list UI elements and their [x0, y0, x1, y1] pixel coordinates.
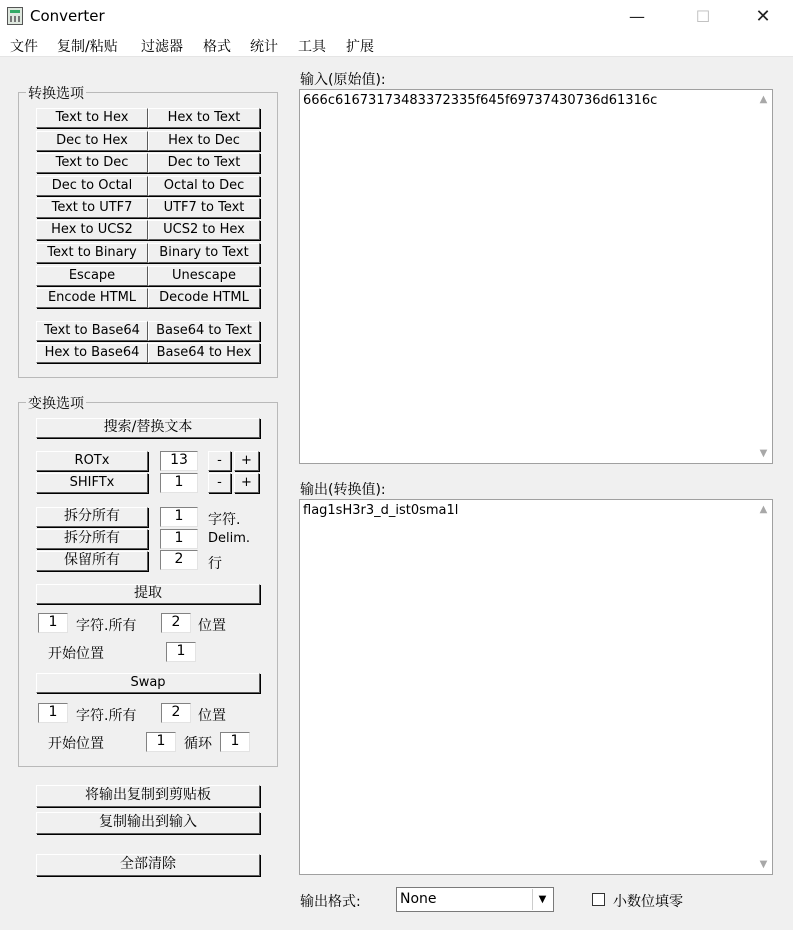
shiftx-button[interactable]: SHIFTx [36, 473, 148, 493]
clear-all-button[interactable]: 全部清除 [36, 854, 260, 876]
extract-pos-input[interactable]: 2 [161, 613, 191, 633]
text-to-utf7-button[interactable]: Text to UTF7 [36, 198, 148, 218]
extract-pos-label: 位置 [198, 618, 226, 634]
base64-to-hex-button[interactable]: Base64 to Hex [148, 343, 260, 363]
split-chars-unit: 字符. [208, 512, 241, 528]
dec-to-hex-button[interactable]: Dec to Hex [36, 131, 148, 151]
input-scrollbar[interactable] [755, 90, 772, 463]
scroll-up-icon[interactable]: ▲ [759, 94, 768, 105]
pad-decimals-checkbox[interactable] [592, 893, 605, 906]
menu-extensions[interactable]: 扩展 [346, 39, 374, 55]
swap-pos-label: 位置 [198, 708, 226, 724]
scroll-down-icon[interactable]: ▼ [759, 448, 768, 459]
swap-pos-input[interactable]: 2 [161, 703, 191, 723]
hex-to-base64-button[interactable]: Hex to Base64 [36, 343, 148, 363]
hex-to-ucs2-button[interactable]: Hex to UCS2 [36, 220, 148, 240]
rotx-plus-button[interactable]: + [234, 451, 259, 471]
keep-all-button[interactable]: 保留所有 [36, 551, 148, 571]
maximize-button[interactable]: ☐ [695, 7, 711, 26]
swap-start-input[interactable]: 1 [146, 732, 176, 752]
rotx-button[interactable]: ROTx [36, 451, 148, 471]
convert-options-label: 转换选项 [26, 83, 86, 103]
minimize-button[interactable]: — [629, 7, 645, 26]
swap-loop-label: 循环 [184, 736, 212, 752]
search-replace-button[interactable]: 搜索/替换文本 [36, 418, 260, 438]
swap-chars-input[interactable]: 1 [38, 703, 68, 723]
extract-button[interactable]: 提取 [36, 584, 260, 604]
split-delim-unit: Delim. [208, 531, 251, 546]
transform-options-label: 变换选项 [26, 393, 86, 413]
scroll-up-icon[interactable]: ▲ [759, 504, 768, 515]
shiftx-value-input[interactable]: 1 [160, 473, 198, 493]
octal-to-dec-button[interactable]: Octal to Dec [148, 176, 260, 196]
output-label: 输出(转换值): [300, 482, 386, 498]
dec-to-octal-button[interactable]: Dec to Octal [36, 176, 148, 196]
pad-decimals-label: 小数位填零 [613, 894, 683, 910]
dec-to-text-button[interactable]: Dec to Text [148, 153, 260, 173]
menu-file[interactable]: 文件 [10, 39, 38, 55]
output-format-label: 输出格式: [300, 894, 361, 910]
copy-output-to-input-button[interactable]: 复制输出到输入 [36, 812, 260, 834]
input-text: 666c61673173483372335f645f69737430736d61316c [303, 93, 658, 108]
keep-lines-input[interactable]: 2 [160, 550, 198, 570]
base64-to-text-button[interactable]: Base64 to Text [148, 321, 260, 341]
swap-loop-input[interactable]: 1 [220, 732, 250, 752]
menu-tools[interactable]: 工具 [298, 39, 326, 55]
hex-to-text-button[interactable]: Hex to Text [148, 108, 260, 128]
split-chars-input[interactable]: 1 [160, 507, 198, 527]
split-delim-input[interactable]: 1 [160, 529, 198, 549]
shiftx-minus-button[interactable]: - [208, 473, 231, 493]
menu-bar [0, 33, 793, 57]
copy-to-clipboard-button[interactable]: 将输出复制到剪贴板 [36, 785, 260, 807]
chevron-down-icon[interactable]: ▼ [532, 889, 552, 910]
extract-chars-input[interactable]: 1 [38, 613, 68, 633]
close-button[interactable]: ✕ [755, 6, 771, 27]
menu-copy-paste[interactable]: 复制/粘贴 [57, 39, 118, 55]
rotx-value-input[interactable]: 13 [160, 451, 198, 471]
encode-html-button[interactable]: Encode HTML [36, 288, 148, 308]
hex-to-dec-button[interactable]: Hex to Dec [148, 131, 260, 151]
rotx-minus-button[interactable]: - [208, 451, 231, 471]
output-scrollbar[interactable] [755, 500, 772, 874]
swap-chars-label: 字符.所有 [76, 708, 137, 724]
calculator-icon [7, 7, 23, 25]
split-delim-button[interactable]: 拆分所有 [36, 529, 148, 549]
utf7-to-text-button[interactable]: UTF7 to Text [148, 198, 260, 218]
menu-filters[interactable]: 过滤器 [141, 39, 183, 55]
extract-start-label: 开始位置 [48, 646, 104, 662]
window-title: Converter [30, 7, 105, 25]
extract-chars-label: 字符.所有 [76, 618, 137, 634]
text-to-base64-button[interactable]: Text to Base64 [36, 321, 148, 341]
binary-to-text-button[interactable]: Binary to Text [148, 243, 260, 263]
swap-button[interactable]: Swap [36, 673, 260, 693]
input-label: 输入(原始值): [300, 72, 386, 88]
output-textarea[interactable] [299, 499, 773, 875]
keep-lines-unit: 行 [208, 556, 222, 572]
ucs2-to-hex-button[interactable]: UCS2 to Hex [148, 220, 260, 240]
shiftx-plus-button[interactable]: + [234, 473, 259, 493]
escape-button[interactable]: Escape [36, 266, 148, 286]
input-textarea[interactable] [299, 89, 773, 464]
output-format-select[interactable] [396, 887, 554, 912]
unescape-button[interactable]: Unescape [148, 266, 260, 286]
text-to-dec-button[interactable]: Text to Dec [36, 153, 148, 173]
output-format-value: None [400, 891, 437, 907]
title-bar [0, 0, 793, 33]
text-to-binary-button[interactable]: Text to Binary [36, 243, 148, 263]
text-to-hex-button[interactable]: Text to Hex [36, 108, 148, 128]
swap-start-label: 开始位置 [48, 736, 104, 752]
extract-start-input[interactable]: 1 [166, 642, 196, 662]
output-text: flag1sH3r3_d_ist0sma1l [303, 503, 459, 518]
menu-format[interactable]: 格式 [203, 39, 231, 55]
split-chars-button[interactable]: 拆分所有 [36, 507, 148, 527]
scroll-down-icon[interactable]: ▼ [759, 859, 768, 870]
decode-html-button[interactable]: Decode HTML [148, 288, 260, 308]
menu-statistics[interactable]: 统计 [250, 39, 278, 55]
